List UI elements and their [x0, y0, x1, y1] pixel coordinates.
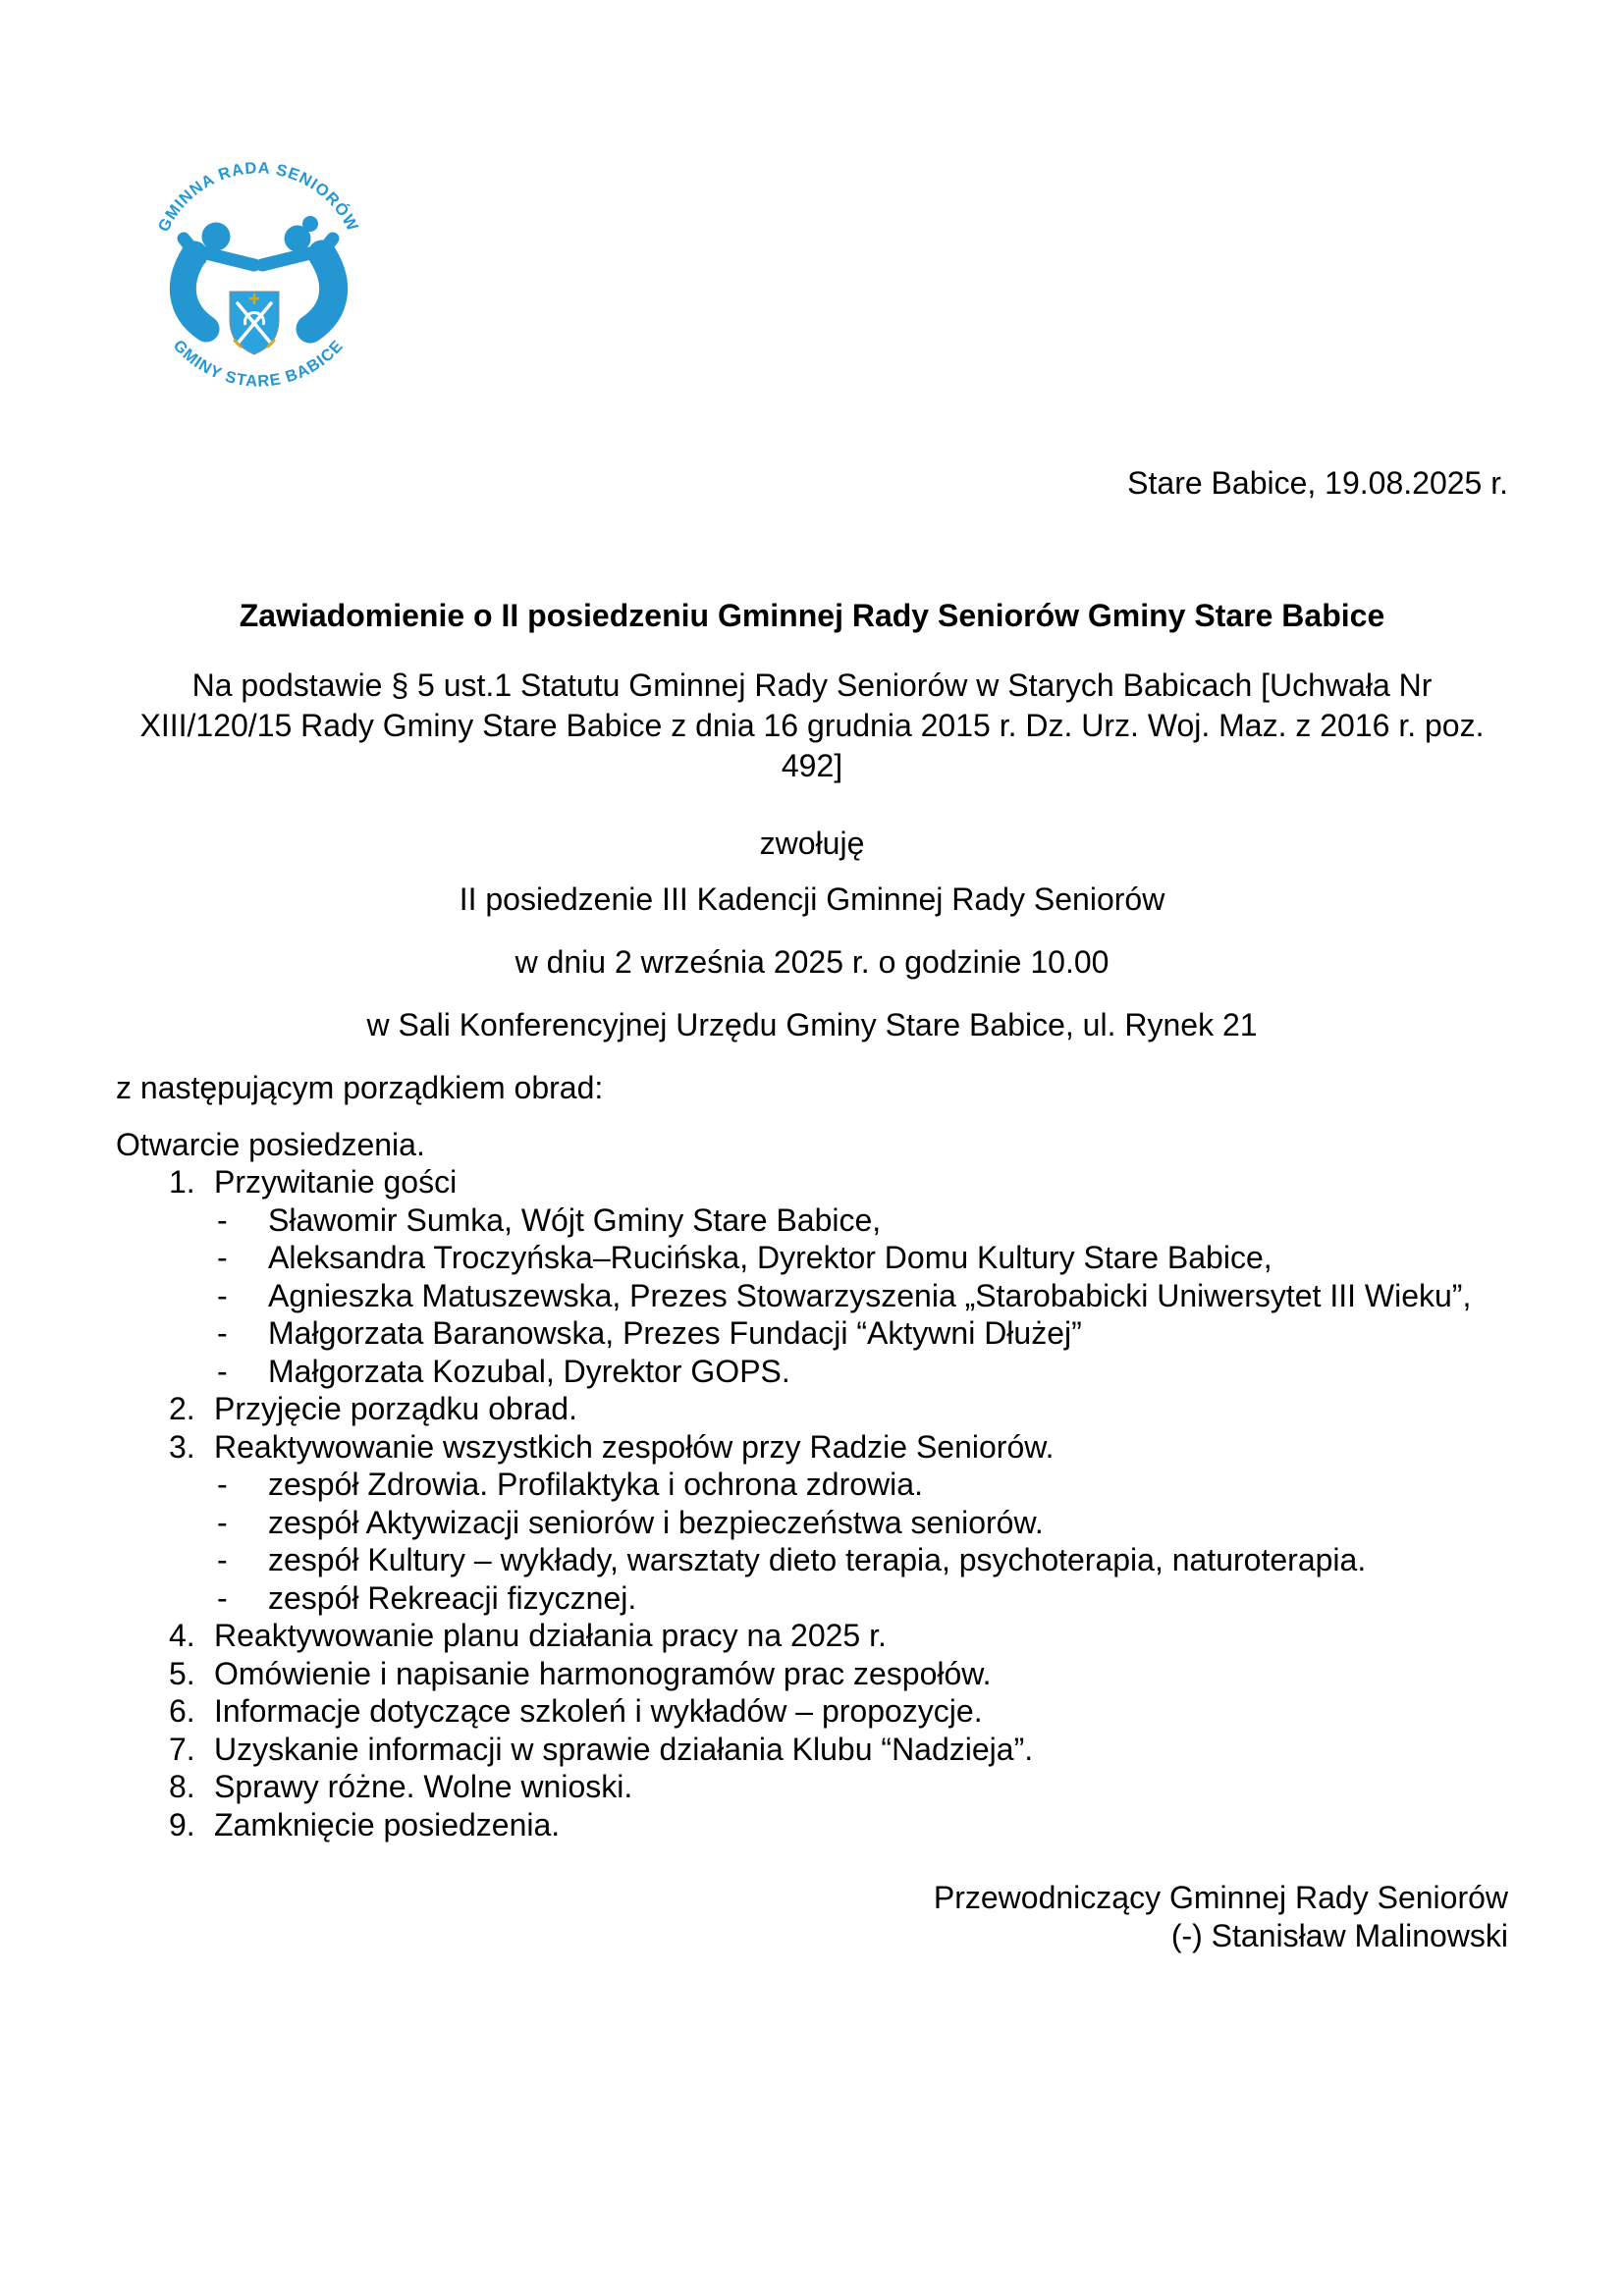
- agenda-item: [116, 1163, 1508, 1390]
- agenda-item: [116, 1390, 1508, 1428]
- agenda-subitem: - zespół Zdrowia. Profilaktyka i ochrona zdrowia.: [214, 1466, 1508, 1504]
- agenda-subitem: - Agnieszka Matuszewska, Prezes Stowarzyszenia „Starobabicki Uniwersytet III Wieku”,: [214, 1277, 1508, 1315]
- agenda-item: [116, 1655, 1508, 1693]
- agenda-item-text: Reaktywowanie planu działania pracy na 2025 r.: [214, 1618, 887, 1653]
- agenda-subitem: - zespół Rekreacji fizycznej.: [214, 1579, 1508, 1618]
- agenda-item-text: Uzyskanie informacji w sprawie działania Klubu “Nadzieja”.: [214, 1731, 1034, 1767]
- agenda-item: [116, 1692, 1508, 1731]
- logo: [135, 150, 381, 396]
- agenda-item-text: Przyjęcie porządku obrad.: [214, 1391, 577, 1426]
- agenda-item-text: Reaktywowanie wszystkich zespołów przy Radzie Seniorów.: [214, 1428, 1055, 1465]
- agenda-subitem: - zespół Kultury – wykłady, warsztaty dieto terapia, psychoterapia, naturoterapia.: [214, 1541, 1508, 1579]
- agenda-list: [116, 1163, 1508, 1843]
- agenda-intro: z następującym porządkiem obrad:: [116, 1070, 604, 1105]
- logo-graphic: [135, 150, 381, 396]
- agenda-sublist: [214, 1466, 1508, 1617]
- agenda-item: [116, 1768, 1508, 1806]
- agenda-subitem: - Małgorzata Baranowska, Prezes Fundacji “Aktywni Dłużej”: [214, 1314, 1508, 1353]
- agenda-sublist: [214, 1201, 1508, 1391]
- agenda-item-text: Sprawy różne. Wolne wnioski.: [214, 1769, 633, 1804]
- signature-title: Przewodniczący Gminnej Rady Seniorów: [933, 1880, 1508, 1915]
- agenda-item: [116, 1731, 1508, 1769]
- convene-line: zwołuję: [759, 826, 865, 861]
- agenda-item-text: Omówienie i napisanie harmonogramów prac zespołów.: [214, 1655, 992, 1691]
- logo-arc-text-top: GMINNA RADA SENIORÓW: [154, 159, 362, 236]
- agenda-item-text: Zamknięcie posiedzenia.: [214, 1806, 561, 1842]
- shield-icon: [230, 292, 279, 354]
- legal-basis-paragraph: Na podstawie § 5 ust.1 Statutu Gminnej Rady Seniorów w Starych Babicach [Uchwała Nr XIII/120/15 Rady Gminy Stare Babice z dnia 16 grudnia 2015 r. Dz. Urz. Woj. Maz. z 2016 r. poz. 492]: [139, 667, 1485, 783]
- agenda-item: [116, 1617, 1508, 1655]
- agenda-subitem: - Aleksandra Troczyńska–Rucińska, Dyrektor Domu Kultury Stare Babice,: [214, 1239, 1508, 1277]
- document-title: Zawiadomienie o II posiedzeniu Gminnej Rady Seniorów Gminy Stare Babice: [239, 597, 1385, 633]
- signature-block: [116, 1879, 1508, 1954]
- agenda-section: [116, 1126, 1508, 1844]
- date-line: Stare Babice, 19.08.2025 r.: [1127, 465, 1508, 501]
- logo-arc-text-bottom: GMINY STARE BABICE: [169, 336, 348, 391]
- agenda-item-text: Informacje dotyczące szkoleń i wykładów – propozycje.: [214, 1693, 983, 1729]
- agenda-item: [116, 1806, 1508, 1844]
- session-line: II posiedzenie III Kadencji Gminnej Rady Seniorów: [459, 881, 1165, 917]
- agenda-subitem: - Małgorzata Kozubal, Dyrektor GOPS.: [214, 1353, 1508, 1391]
- datetime-line: w dniu 2 września 2025 r. o godzinie 10.00: [514, 944, 1110, 980]
- agenda-opening: Otwarcie posiedzenia.: [116, 1126, 425, 1162]
- agenda-item: [116, 1428, 1508, 1618]
- agenda-subitem: - zespół Aktywizacji seniorów i bezpieczeństwa seniorów.: [214, 1504, 1508, 1542]
- venue-line: w Sali Konferencyjnej Urzędu Gminy Stare Babice, ul. Rynek 21: [366, 1006, 1258, 1042]
- agenda-subitem: - Sławomir Sumka, Wójt Gminy Stare Babice,: [214, 1201, 1508, 1240]
- signature-name: (-) Stanisław Malinowski: [1170, 1917, 1508, 1953]
- agenda-item-text: Przywitanie gości: [214, 1164, 458, 1200]
